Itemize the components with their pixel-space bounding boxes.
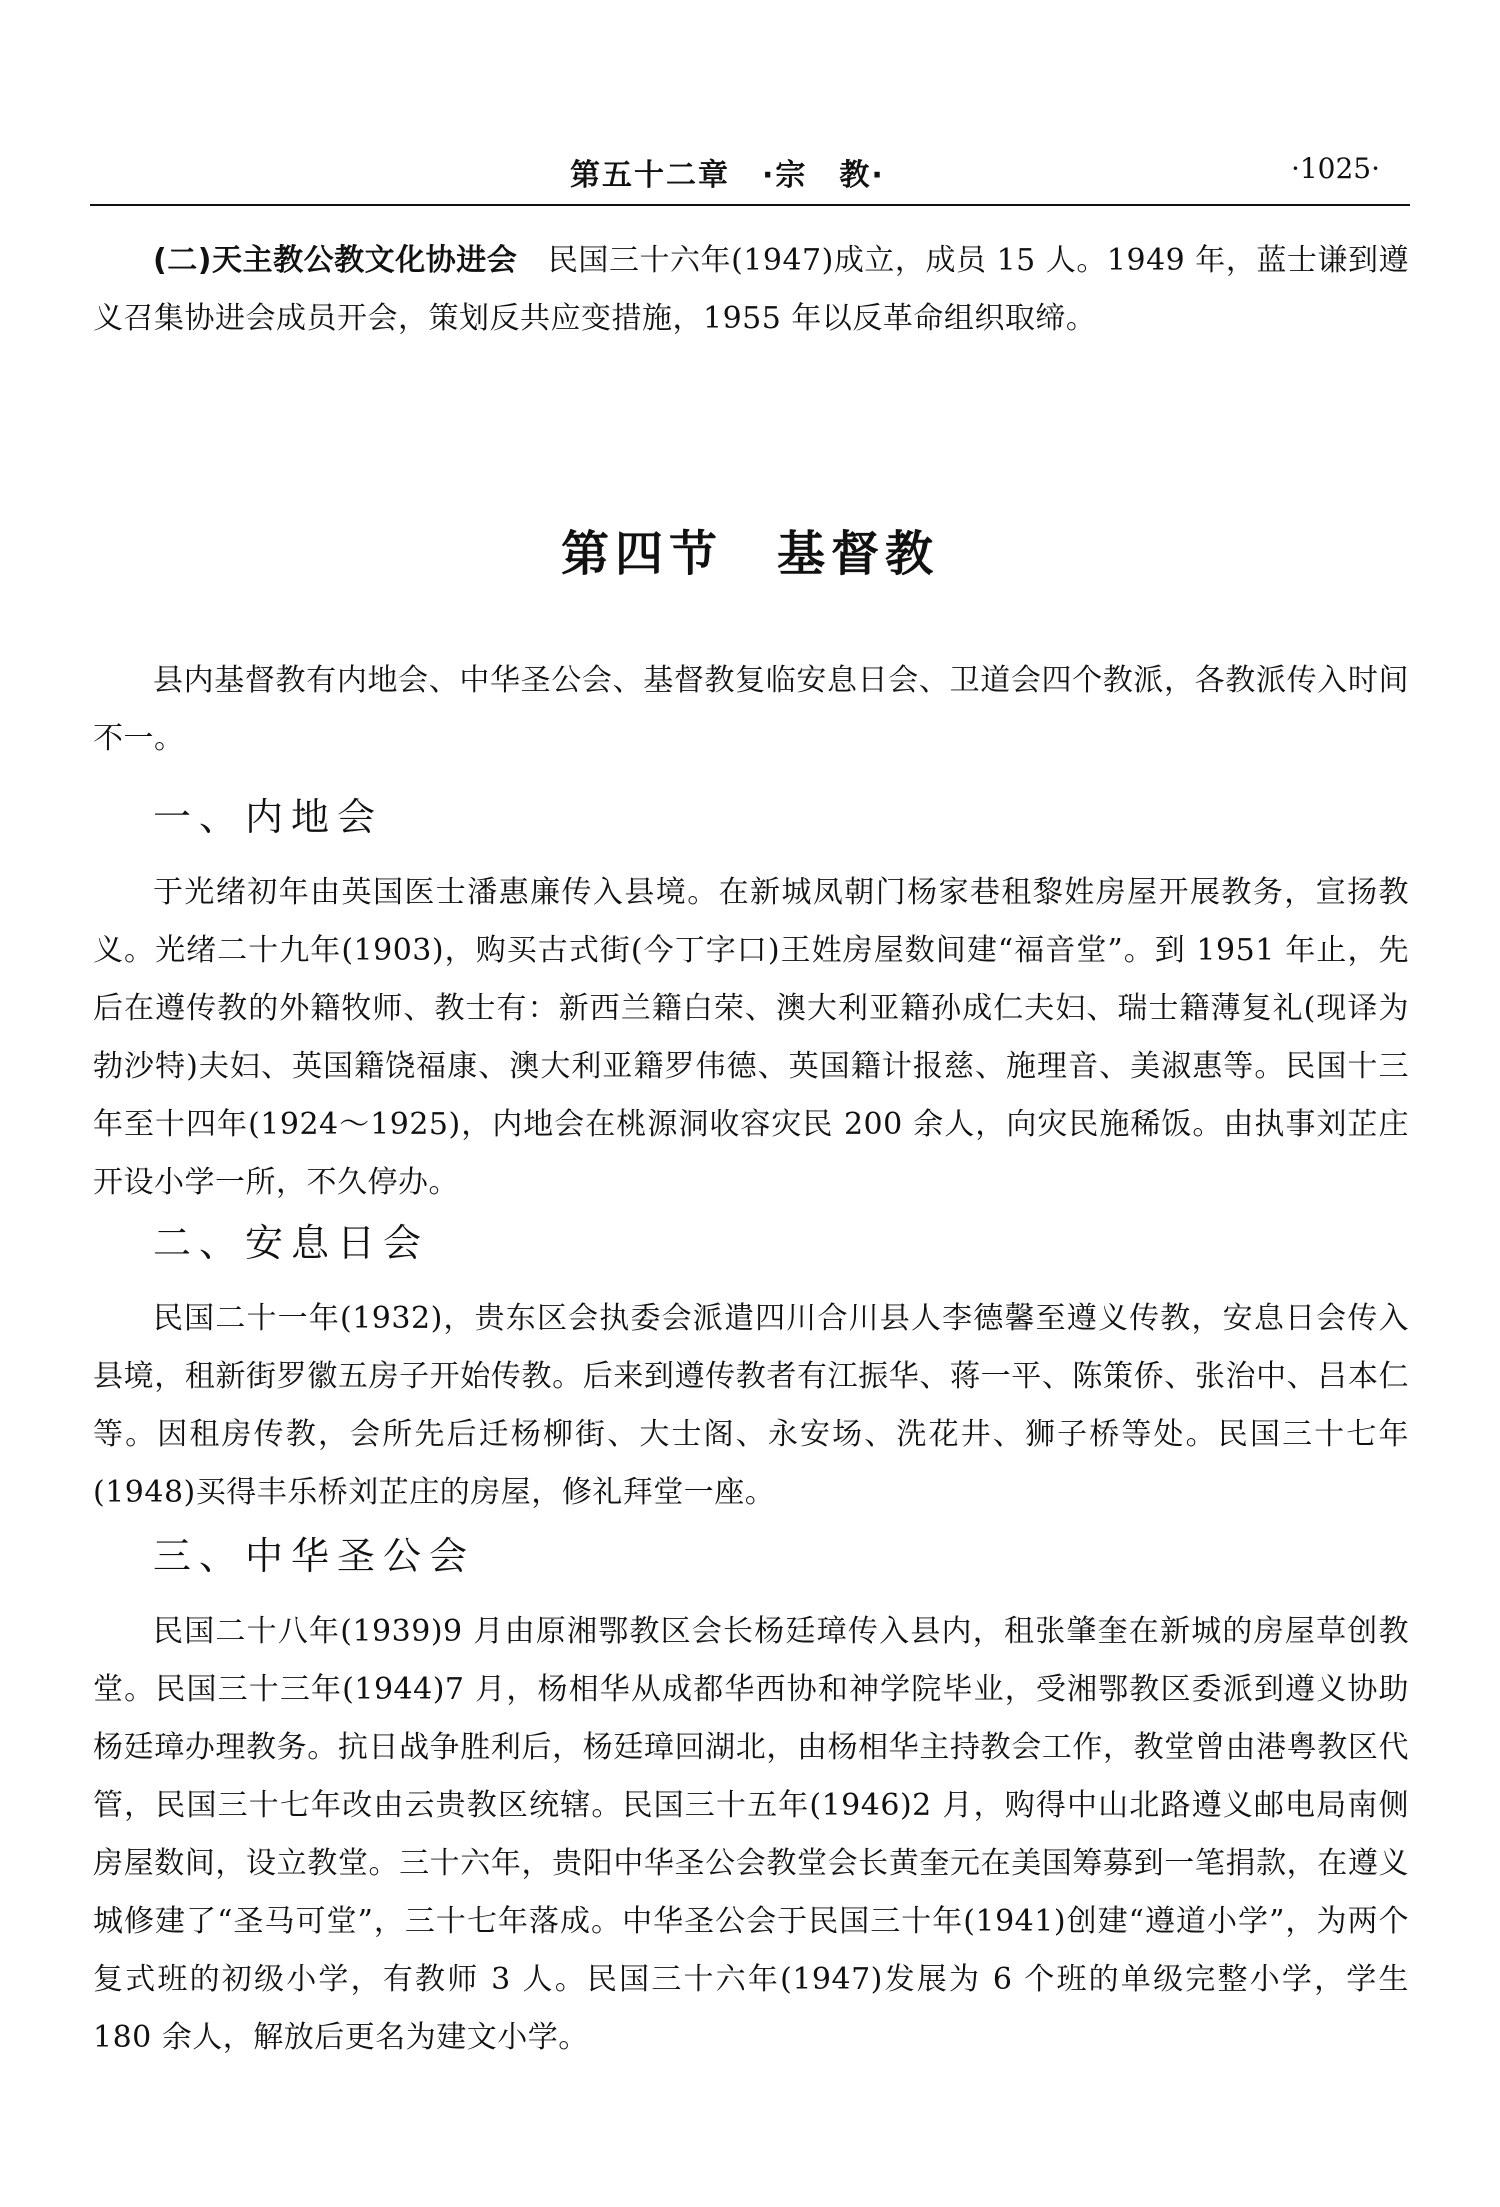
- intro-paragraph: [93, 232, 1409, 348]
- running-header: [90, 148, 1410, 206]
- section-overview: 县内基督教有内地会、中华圣公会、基督教复临安息日会、卫道会四个教派，各教派传入时间不一。: [93, 663, 1409, 756]
- subsection-text-inland-mission: 于光绪初年由英国医士潘惠廉传入县境。在新城凤朝门杨家巷租黎姓房屋开展教务，宣扬教义。光绪二十九年(1903)，购买古式街(今丁字口)王姓房屋数间建“福音堂”。到 1951 年止，先后在遵传教的外籍牧师、教士有：新西兰籍白荣、澳大利亚籍孙成仁夫妇、瑞士籍薄复礼(现译为勃沙特)夫妇、英国籍饶福康、澳大利亚籍罗伟德、英国籍计报慈、施理音、美淑惠等。民国十三年至十四年(1924～1925)，内地会在桃源洞收容灾民 200 余人，向灾民施稀饭。由执事刘芷庄开设小学一所，不久停办。: [93, 875, 1409, 1200]
- subsection-heading-anglican: 三、中华圣公会: [153, 1534, 476, 1578]
- subsection-heading-adventist: 二、安息日会: [153, 1221, 430, 1265]
- subsection-text-adventist: 民国二十一年(1932)，贵东区会执委会派遣四川合川县人李德馨至遵义传教，安息日会传入县境，租新街罗徽五房子开始传教。后来到遵传教者有江振华、蒋一平、陈策侨、张治中、吕本仁等。因租房传教，会所先后迁杨柳街、大士阁、永安场、洗花井、狮子桥等处。民国三十七年(1948)买得丰乐桥刘芷庄的房屋，修礼拜堂一座。: [93, 1301, 1409, 1510]
- intro-bold-lead: (二)天主教公教文化协进会: [153, 243, 518, 278]
- intro-text: 民国三十六年(1947)成立，成员 15 人。1949 年，蓝士谦到遵义召集协进会成员开会，策划反共应变措施，1955 年以反革命组织取缔。: [93, 243, 1409, 336]
- section-title: 第四节 基督教: [560, 526, 939, 582]
- subsection-text-anglican: 民国二十八年(1939)9 月由原湘鄂教区会长杨廷璋传入县内，租张肇奎在新城的房屋草创教堂。民国三十三年(1944)7 月，杨相华从成都华西协和神学院毕业，受湘鄂教区委派到遵义协助杨廷璋办理教务。抗日战争胜利后，杨廷璋回湖北，由杨相华主持教会工作，教堂曾由港粤教区代管，民国三十七年改由云贵教区统辖。民国三十五年(1946)2 月，购得中山北路遵义邮电局南侧房屋数间，设立教堂。三十六年，贵阳中华圣公会教堂会长黄奎元在美国筹募到一笔捐款，在遵义城修建了“圣马可堂”，三十七年落成。中华圣公会于民国三十年(1941)创建“遵道小学”，为两个复式班的初级小学，有教师 3 人。民国三十六年(1947)发展为 6 个班的单级完整小学，学生 180 余人，解放后更名为建文小学。: [93, 1614, 1409, 2055]
- page-number: ·1025·: [1290, 152, 1380, 185]
- subsection-heading-inland-mission: 一、内地会: [153, 795, 384, 839]
- chapter-title: 第五十二章 ·宗 教·: [570, 158, 885, 193]
